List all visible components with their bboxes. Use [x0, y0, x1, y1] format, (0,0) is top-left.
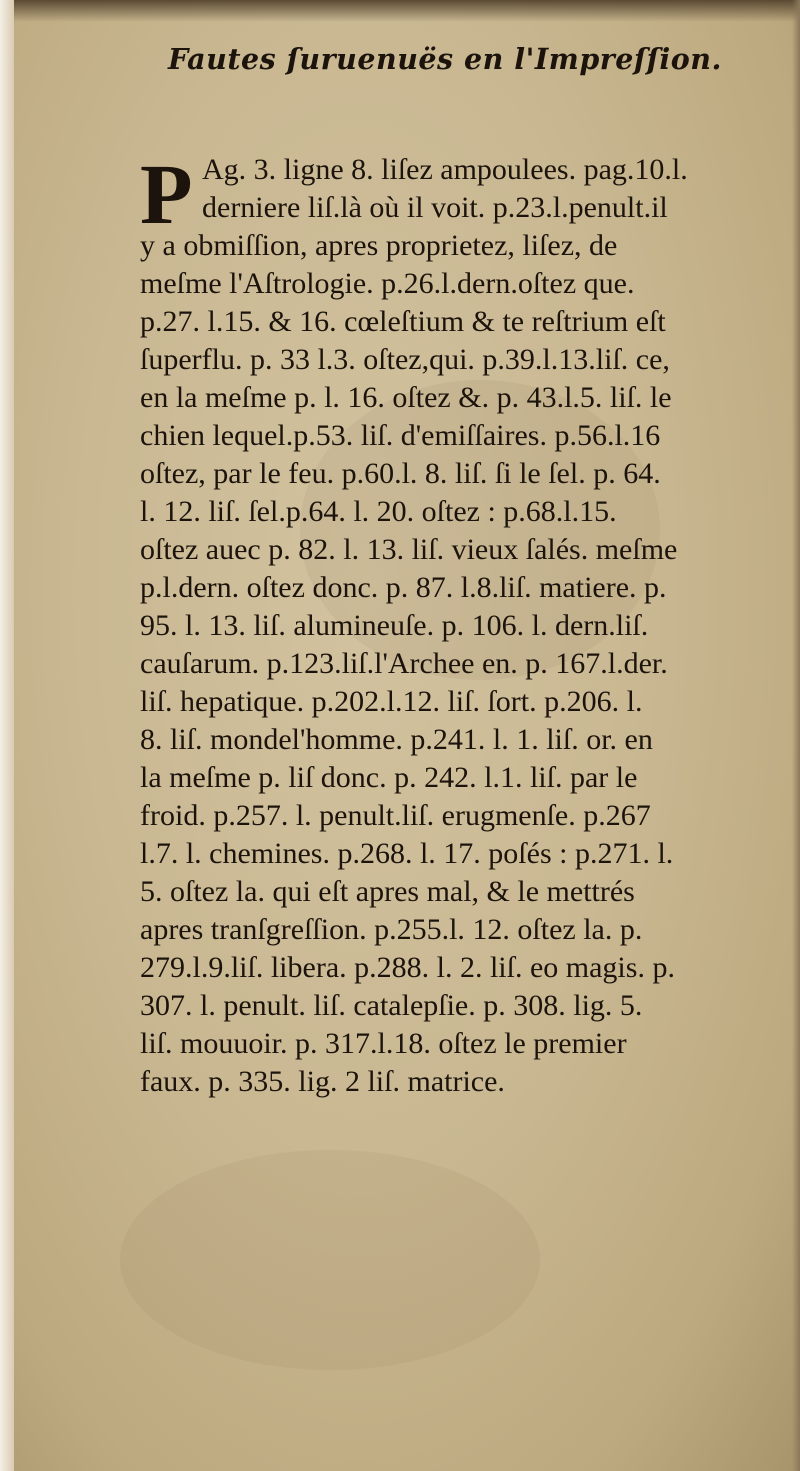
text-line: chien lequel.p.53. liſ. d'emiſſaires. p.56.l.16 — [140, 419, 661, 452]
text-line: faux. p. 335. lig. 2 liſ. matrice. — [140, 1065, 505, 1098]
errata-heading: Fautes ſuruenuës en l'Impreſſion. — [168, 42, 722, 76]
paper-stain — [120, 1150, 540, 1370]
text-line: p.l.dern. oſtez donc. p. 87. l.8.liſ. matiere. p. — [140, 571, 667, 604]
text-line: p.27. l.15. & 16. cœleſtium & te reſtrium eſt — [140, 305, 666, 338]
text-line: apres tranſgreſſion. p.255.l. 12. oſtez la. p. — [140, 913, 643, 946]
text-line: 279.l.9.liſ. libera. p.288. l. 2. liſ. eo magis. p. — [140, 951, 675, 984]
text-line: derniere liſ.là où il voit. p.23.l.penult.il — [202, 191, 668, 224]
text-line: meſme l'Aſtrologie. p.26.l.dern.oſtez que. — [140, 267, 635, 300]
text-line: liſ. hepatique. p.202.l.12. liſ. ſort. p.206. l. — [140, 685, 643, 718]
page-top-shadow — [0, 0, 800, 22]
text-line: l.7. l. chemines. p.268. l. 17. poſés : p.271. l. — [140, 837, 674, 870]
text-line: 5. oſtez la. qui eſt apres mal, & le mettrés — [140, 875, 635, 908]
text-line: 95. l. 13. liſ. alumineuſe. p. 106. l. dern.liſ. — [140, 609, 649, 642]
text-line: Ag. 3. ligne 8. liſez ampoulees. pag.10.l. — [202, 153, 688, 186]
text-line: froid. p.257. l. penult.liſ. erugmenſe. p.267 — [140, 799, 651, 832]
drop-cap: P — [140, 146, 193, 242]
text-line: 8. liſ. mondel'homme. p.241. l. 1. liſ. or. en — [140, 723, 653, 756]
text-line: oſtez auec p. 82. l. 13. liſ. vieux ſalés. meſme — [140, 533, 678, 566]
text-line: la meſme p. liſ donc. p. 242. l.1. liſ. par le — [140, 761, 638, 794]
text-line: 307. l. penult. liſ. catalepſie. p. 308. lig. 5. — [140, 989, 643, 1022]
text-line: l. 12. liſ. ſel.p.64. l. 20. oſtez : p.68.l.15. — [140, 495, 617, 528]
text-line: ſuperflu. p. 33 l.3. oſtez,qui. p.39.l.13.liſ. ce, — [140, 343, 670, 376]
text-line: oſtez, par le feu. p.60.l. 8. liſ. ſi le ſel. p. 64. — [140, 457, 661, 490]
page-right-edge — [792, 0, 800, 1471]
page-left-edge — [0, 0, 14, 1471]
text-line: cauſarum. p.123.liſ.l'Archee en. p. 167.l.der. — [140, 647, 668, 680]
text-line: y a obmiſſion, apres proprietez, liſez, de — [140, 229, 618, 262]
text-line: en la meſme p. l. 16. oſtez &. p. 43.l.5. liſ. le — [140, 381, 672, 414]
text-line: liſ. mouuoir. p. 317.l.18. oſtez le premier — [140, 1027, 627, 1060]
